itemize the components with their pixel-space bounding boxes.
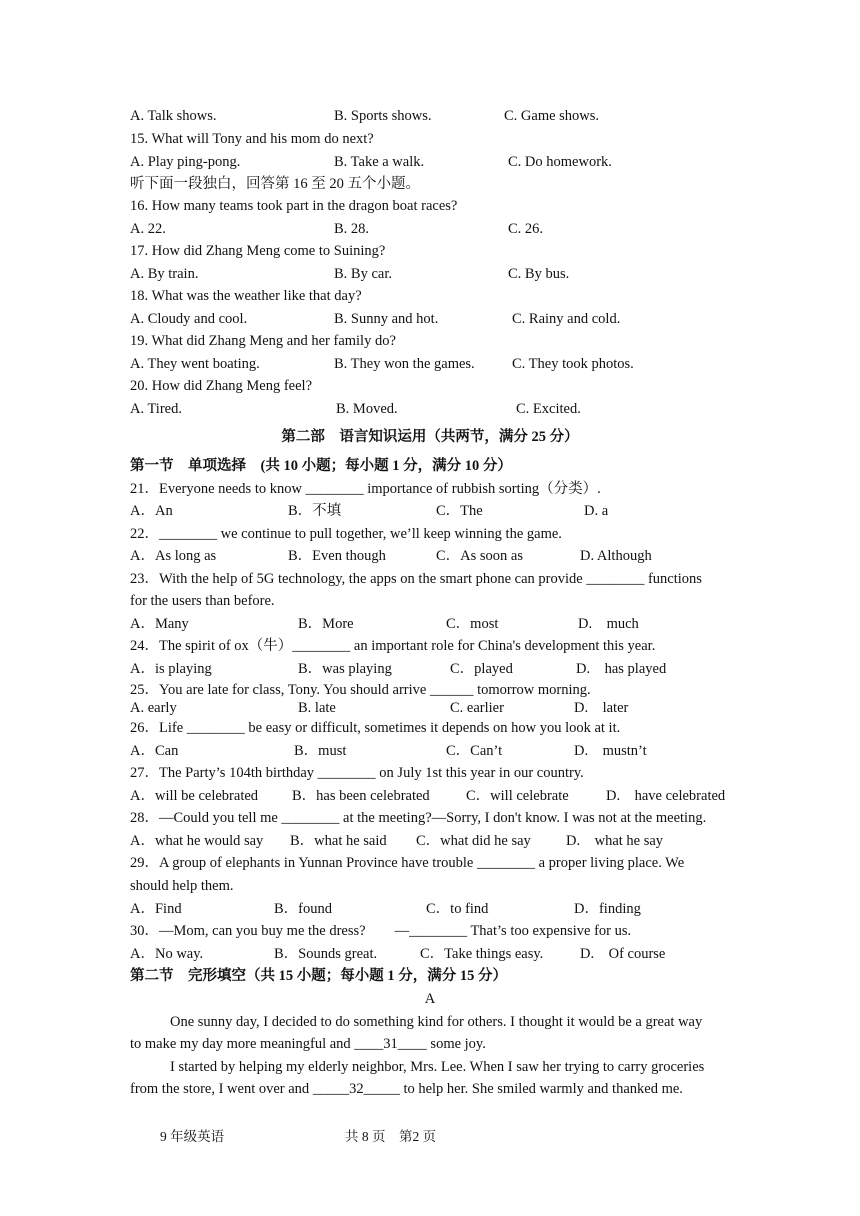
- multiple-choice-line: 23．With the help of 5G technology, the apps on the smart phone can provide ________ functions: [130, 571, 702, 587]
- listening-option: A. They went boating.: [130, 356, 260, 372]
- listening-option: B. Moved.: [336, 401, 398, 417]
- footer-page-number: 共 8 页 第2 页: [345, 1129, 437, 1144]
- multiple-choice-option: B．must: [294, 743, 347, 759]
- multiple-choice-option: B．Sounds great.: [274, 946, 378, 962]
- multiple-choice-option: C．what did he say: [416, 833, 531, 849]
- multiple-choice-line: 30．—Mom, can you buy me the dress? —________ That’s too expensive for us.: [130, 923, 632, 939]
- passage-p2-line1: I started by helping my elderly neighbor, Mrs. Lee. When I saw her trying to carry groceries: [170, 1059, 705, 1075]
- multiple-choice-option: B．Even though: [288, 548, 386, 564]
- listening-option: C. Game shows.: [504, 108, 600, 124]
- listening-option: A. Cloudy and cool.: [130, 311, 248, 327]
- multiple-choice-line: for the users than before.: [130, 593, 275, 609]
- multiple-choice-line: 26．Life ________ be easy or difficult, sometimes it depends on how you look at it.: [130, 720, 621, 736]
- listening-option: A. By train.: [130, 266, 199, 282]
- listening-option: B. Sunny and hot.: [334, 311, 439, 327]
- multiple-choice-option: C．As soon as: [436, 548, 524, 564]
- multiple-choice-option: D. what he say: [566, 833, 664, 849]
- listening-line: 19. What did Zhang Meng and her family do?: [130, 333, 396, 349]
- multiple-choice-option: C．to find: [426, 901, 489, 917]
- multiple-choice-option: C．played: [450, 661, 513, 677]
- multiple-choice-option: B．has been celebrated: [292, 788, 430, 804]
- multiple-choice-option: B．was playing: [298, 661, 392, 677]
- multiple-choice-option: D. much: [578, 616, 639, 632]
- listening-line: 16. How many teams took part in the dragon boat races?: [130, 198, 458, 214]
- multiple-choice-line: 29．A group of elephants in Yunnan Province have trouble ________ a proper living place. We: [130, 855, 685, 871]
- listening-option: B. They won the games.: [334, 356, 475, 372]
- listening-option: C. Excited.: [516, 401, 581, 417]
- multiple-choice-option: C．Take things easy.: [420, 946, 544, 962]
- multiple-choice-option: A．No way.: [130, 946, 204, 962]
- passage-p2-text-b: to help her. She smiled warmly and thanked me.: [399, 1081, 683, 1097]
- passage-p1-text-b: some joy.: [426, 1036, 486, 1052]
- passage-p2-text-a: from the store, I went over and: [130, 1081, 313, 1097]
- listening-option: A. 22.: [130, 221, 166, 237]
- passage-p2-line2: [130, 1080, 683, 1098]
- multiple-choice-option: B．what he said: [290, 833, 387, 849]
- multiple-choice-line: 27．The Party’s 104th birthday ________ on July 1st this year in our country.: [130, 765, 584, 781]
- listening-option: C. By bus.: [508, 266, 570, 282]
- passage-label: A: [424, 991, 436, 1007]
- multiple-choice-option: A．Many: [130, 616, 189, 632]
- multiple-choice-option: B．found: [274, 901, 332, 917]
- multiple-choice-option: A．is playing: [130, 661, 212, 677]
- multiple-choice-option: A．Can: [130, 743, 179, 759]
- multiple-choice-option: A. early: [130, 700, 177, 716]
- section2-heading: 第二节 完形填空（共 15 小题；每小题 1 分，满分 15 分）: [130, 968, 507, 984]
- multiple-choice-line: 25．You are late for class, Tony. You should arrive ______ tomorrow morning.: [130, 682, 591, 698]
- multiple-choice-option: C．most: [446, 616, 499, 632]
- blank-31: ____31____: [354, 1036, 427, 1052]
- multiple-choice-option: D．finding: [574, 901, 641, 917]
- footer-subject: 9 年级英语: [160, 1129, 225, 1144]
- multiple-choice-option: D. has played: [576, 661, 667, 677]
- listening-option: C. Rainy and cold.: [512, 311, 621, 327]
- listening-option: B. 28.: [334, 221, 370, 237]
- listening-option: A. Talk shows.: [130, 108, 217, 124]
- multiple-choice-option: D. Of course: [580, 946, 666, 962]
- multiple-choice-option: D. Although: [580, 548, 652, 564]
- listening-option: A. Tired.: [130, 401, 182, 417]
- listening-option: C. Do homework.: [508, 154, 612, 170]
- multiple-choice-option: C．The: [436, 503, 483, 519]
- part2-heading: 第二部 语言知识运用（共两节，满分 25 分）: [281, 429, 579, 445]
- multiple-choice-option: D. later: [574, 700, 629, 716]
- listening-option: B. Sports shows.: [334, 108, 432, 124]
- multiple-choice-line: 24．The spirit of ox（牛）________ an important role for China's development this year.: [130, 638, 656, 654]
- multiple-choice-option: A．will be celebrated: [130, 788, 259, 804]
- multiple-choice-option: C. earlier: [450, 700, 504, 716]
- section1-heading: 第一节 单项选择 (共 10 小题；每小题 1 分，满分 10 分）: [130, 458, 512, 474]
- multiple-choice-option: B．不填: [288, 503, 342, 519]
- multiple-choice-option: C．will celebrate: [466, 788, 569, 804]
- multiple-choice-line: 22．________ we continue to pull together, we’ll keep winning the game.: [130, 526, 562, 542]
- multiple-choice-line: 28．—Could you tell me ________ at the meeting?—Sorry, I don't know. I was not at the meeting.: [130, 810, 707, 826]
- listening-line: 20. How did Zhang Meng feel?: [130, 378, 313, 394]
- passage-p1-line1: One sunny day, I decided to do something kind for others. I thought it would be a great way: [170, 1014, 703, 1030]
- listening-line: 听下面一段独白，回答第 16 至 20 五个小题。: [130, 176, 420, 192]
- listening-line: 17. How did Zhang Meng come to Suining?: [130, 243, 386, 259]
- multiple-choice-option: D. mustn’t: [574, 743, 647, 759]
- passage-p1-line2: [130, 1035, 486, 1053]
- multiple-choice-option: A．As long as: [130, 548, 217, 564]
- listening-option: B. By car.: [334, 266, 392, 282]
- multiple-choice-option: B. late: [298, 700, 336, 716]
- listening-option: A. Play ping-pong.: [130, 154, 241, 170]
- listening-option: C. 26.: [508, 221, 544, 237]
- passage-p1-text-a: to make my day more meaningful and: [130, 1036, 355, 1052]
- multiple-choice-line: 21．Everyone needs to know ________ importance of rubbish sorting（分类）.: [130, 481, 601, 497]
- multiple-choice-option: D. have celebrated: [606, 788, 726, 804]
- multiple-choice-option: A．Find: [130, 901, 182, 917]
- listening-option: C. They took photos.: [512, 356, 634, 372]
- multiple-choice-option: C．Can’t: [446, 743, 503, 759]
- multiple-choice-option: A．An: [130, 503, 173, 519]
- listening-option: B. Take a walk.: [334, 154, 425, 170]
- listening-line: 18. What was the weather like that day?: [130, 288, 362, 304]
- multiple-choice-option: B．More: [298, 616, 354, 632]
- multiple-choice-option: A．what he would say: [130, 833, 264, 849]
- blank-32: _____32_____: [312, 1081, 400, 1097]
- multiple-choice-line: should help them.: [130, 878, 234, 894]
- listening-line: 15. What will Tony and his mom do next?: [130, 131, 374, 147]
- multiple-choice-option: D. a: [584, 503, 609, 519]
